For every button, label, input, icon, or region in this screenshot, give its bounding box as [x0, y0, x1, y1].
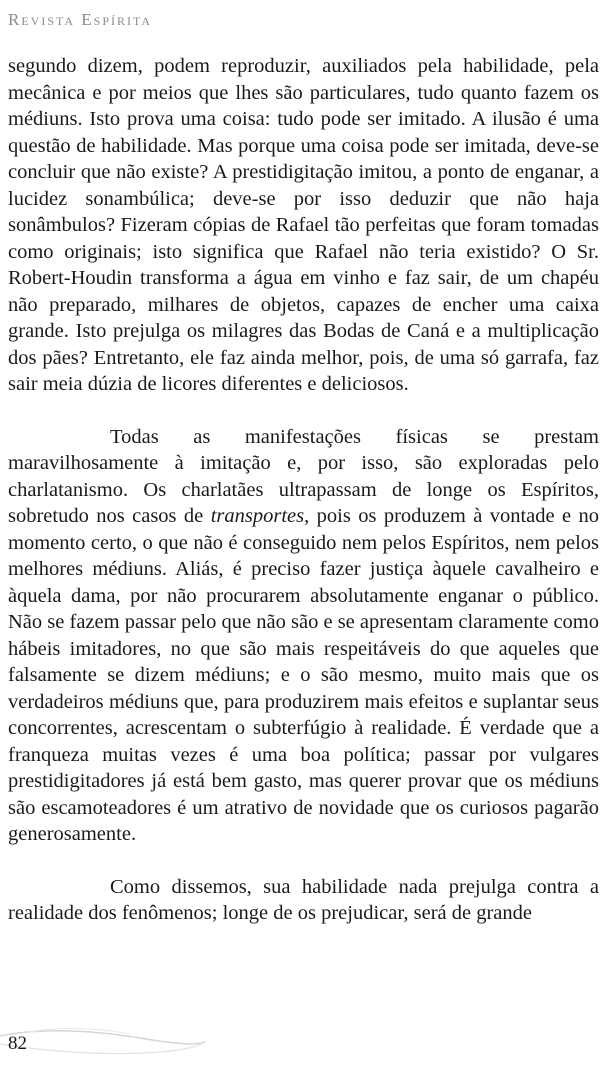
paragraph-2-part-1: Todas as manifestações físicas se prestam maravilhosamente à imitação e, por isso, são exploradas pelo charlatanismo. Os charlatães ultrapassam de longe os Espíritos, sobretudo nos casos de	[8, 425, 599, 527]
emphasis-transportes: transportes	[210, 505, 305, 527]
paragraph-3: Como dissemos, sua habilidade nada prejulga contra a realidade dos fenômenos; longe de os prejudicar, será de grande	[8, 875, 599, 924]
footer-swoosh-ornament	[0, 1022, 240, 1062]
paragraph-1: segundo dizem, podem reproduzir, auxiliados pela habilidade, pela mecânica e por meios que lhes são particulares, tudo quanto fazem os médiuns. Isto prova uma coisa: tudo pode ser imitado. A ilusão é uma questão de habilidade. Mas porque uma coisa pode ser imitada, deve-se concluir que não existe? A prestidigitação imitou, a ponto de enganar, a lucidez sonambúlica; deve-se por isso deduzir que não haja sonâmbulos? Fizeram cópias de Rafael tão perfeitas que foram tomadas como originais; isto significa que Rafael não teria existido? O Sr. Robert-Houdin transforma a água em vinho e faz sair, de um chapéu não preparado, milhares de objetos, capazes de encher uma caixa grande. Isto prejulga os milagres das Bodas de Caná e a multiplicação dos pães? Entretanto, ele faz ainda melhor, pois, de uma só garrafa, faz sair meia dúzia de licores diferentes e deliciosos.	[8, 55, 599, 395]
body-text	[8, 53, 599, 927]
running-header: Revista Espírita	[8, 10, 153, 29]
paragraph-2-part-2: , pois os produzem à vontade e no momento certo, o que não é conseguido nem pelos Espíritos, nem pelos melhores médiuns. Aliás, é preciso fazer justiça àquele cavalheiro e àquela dama, por não procurarem absolutamente enganar o público. Não se fazem passar pelo que não são e se apresentam claramente como hábeis imitadores, no que são mais respeitáveis do que aqueles que falsamente se dizem médiuns; e o são mesmo, muito mais que os verdadeiros médiuns que, para produzirem mais efeitos e suplantar seus concorrentes, acrescentam o subterfúgio à realidade. É verdade que a franqueza muitas vezes é uma boa política; passar por vulgares prestidigitadores já está bem gasto, mas querer provar que os médiuns são escamoteadores é um atrativo de novidade que os curiosos pagarão generosamente.	[8, 505, 599, 845]
page-number: 82	[8, 1033, 27, 1054]
paragraph-2	[8, 424, 599, 848]
